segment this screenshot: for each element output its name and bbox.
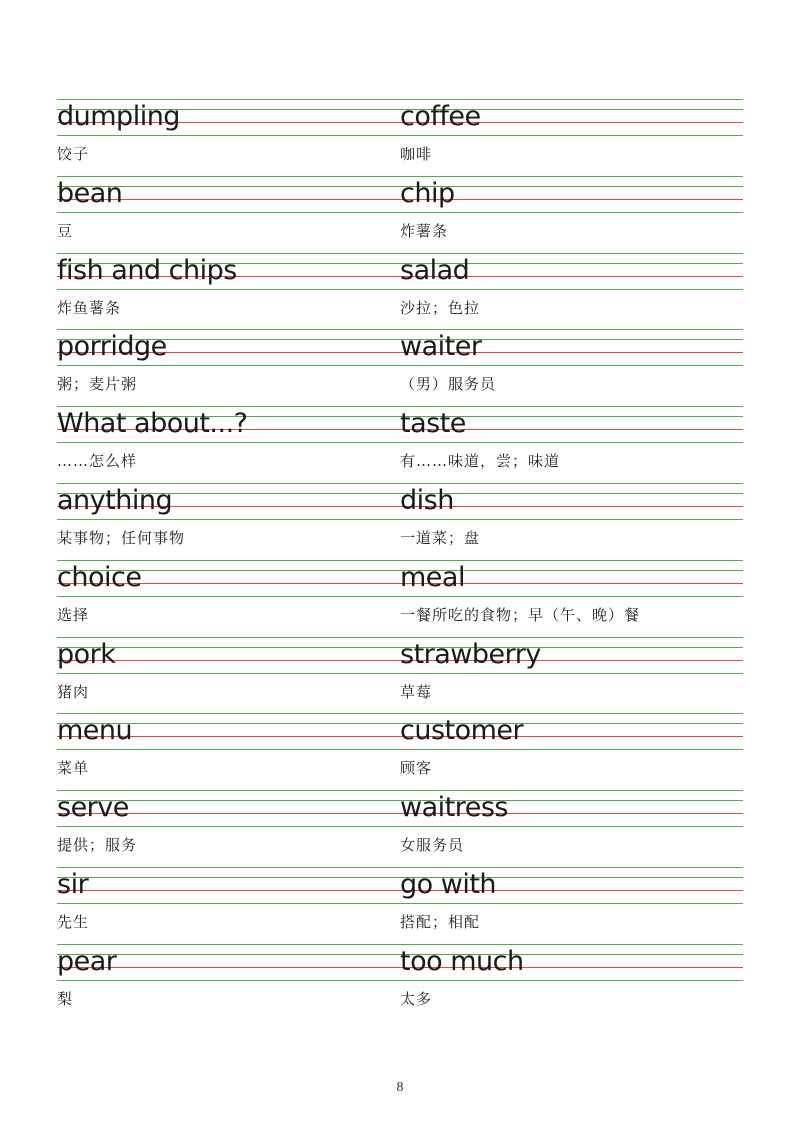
vocab-meaning: （男）服务员 (400, 375, 497, 394)
vocab-word: strawberry (400, 638, 541, 670)
vocab-row (57, 944, 743, 1021)
vocab-word: go with (400, 869, 497, 900)
vocab-meaning: 先生 (57, 913, 90, 931)
vocab-meaning: 菜单 (57, 759, 90, 778)
vocab-word: salad (400, 254, 470, 286)
vocab-meaning: 咖啡 (400, 145, 433, 163)
page-number: 8 (396, 1080, 404, 1095)
vocab-word: choice (57, 561, 142, 593)
vocab-word: menu (57, 715, 133, 747)
vocab-row (57, 867, 743, 944)
vocab-meaning: 提供；服务 (57, 836, 138, 855)
vocab-meaning: 炸薯条 (400, 221, 449, 240)
vocab-row (57, 253, 743, 330)
vocab-meaning: 梨 (57, 989, 74, 1008)
vocab-word: porridge (57, 331, 167, 363)
vocab-word: bean (57, 177, 123, 209)
vocab-meaning: 炸鱼薯条 (57, 298, 122, 317)
vocab-row (57, 790, 743, 867)
vocab-meaning: ……怎么样 (57, 452, 138, 471)
vocab-word: chip (400, 177, 455, 209)
vocab-meaning: 一餐所吃的食物；早（午、晚）餐 (400, 605, 641, 624)
vocab-meaning: 太多 (400, 989, 433, 1008)
vocab-row (57, 99, 743, 176)
vocab-word: sir (57, 869, 89, 900)
vocab-meaning: 顾客 (400, 759, 433, 778)
vocab-meaning: 饺子 (57, 145, 90, 163)
vocab-word: pork (57, 638, 116, 670)
vocab-meaning: 搭配；相配 (400, 913, 481, 931)
vocab-word: fish and chips (57, 254, 237, 286)
vocab-row (57, 329, 743, 406)
vocab-meaning: 某事物；任何事物 (57, 529, 186, 547)
vocab-word: customer (400, 715, 524, 747)
vocab-word: serve (57, 792, 129, 824)
vocab-word: meal (400, 561, 465, 593)
vocab-row (57, 176, 743, 253)
vocab-word: What about...? (57, 408, 248, 440)
vocab-meaning: 一道菜；盘 (400, 529, 481, 547)
vocab-meaning: 选择 (57, 605, 90, 624)
vocab-meaning: 草莓 (400, 682, 433, 701)
vocab-meaning: 猪肉 (57, 682, 90, 701)
vocab-word: dumpling (57, 101, 180, 132)
vocab-word: waiter (400, 331, 482, 363)
vocab-row (57, 713, 743, 790)
vocab-meaning: 豆 (57, 221, 74, 240)
vocab-row (57, 637, 743, 714)
vocab-meaning: 有……味道，尝；味道 (400, 452, 561, 471)
vocab-word: dish (400, 485, 454, 516)
vocab-word: anything (57, 485, 173, 516)
vocab-meaning: 女服务员 (400, 836, 465, 855)
vocab-row (57, 406, 743, 483)
vocab-meaning: 沙拉；色拉 (400, 298, 481, 317)
vocab-word: waitress (400, 792, 508, 824)
vocab-meaning: 粥；麦片粥 (57, 375, 138, 394)
vocab-word: coffee (400, 101, 481, 132)
vocab-word: too much (400, 945, 524, 977)
vocab-row (57, 483, 743, 560)
vocab-word: pear (57, 945, 117, 977)
vocab-word: taste (400, 408, 466, 440)
vocab-row (57, 560, 743, 637)
